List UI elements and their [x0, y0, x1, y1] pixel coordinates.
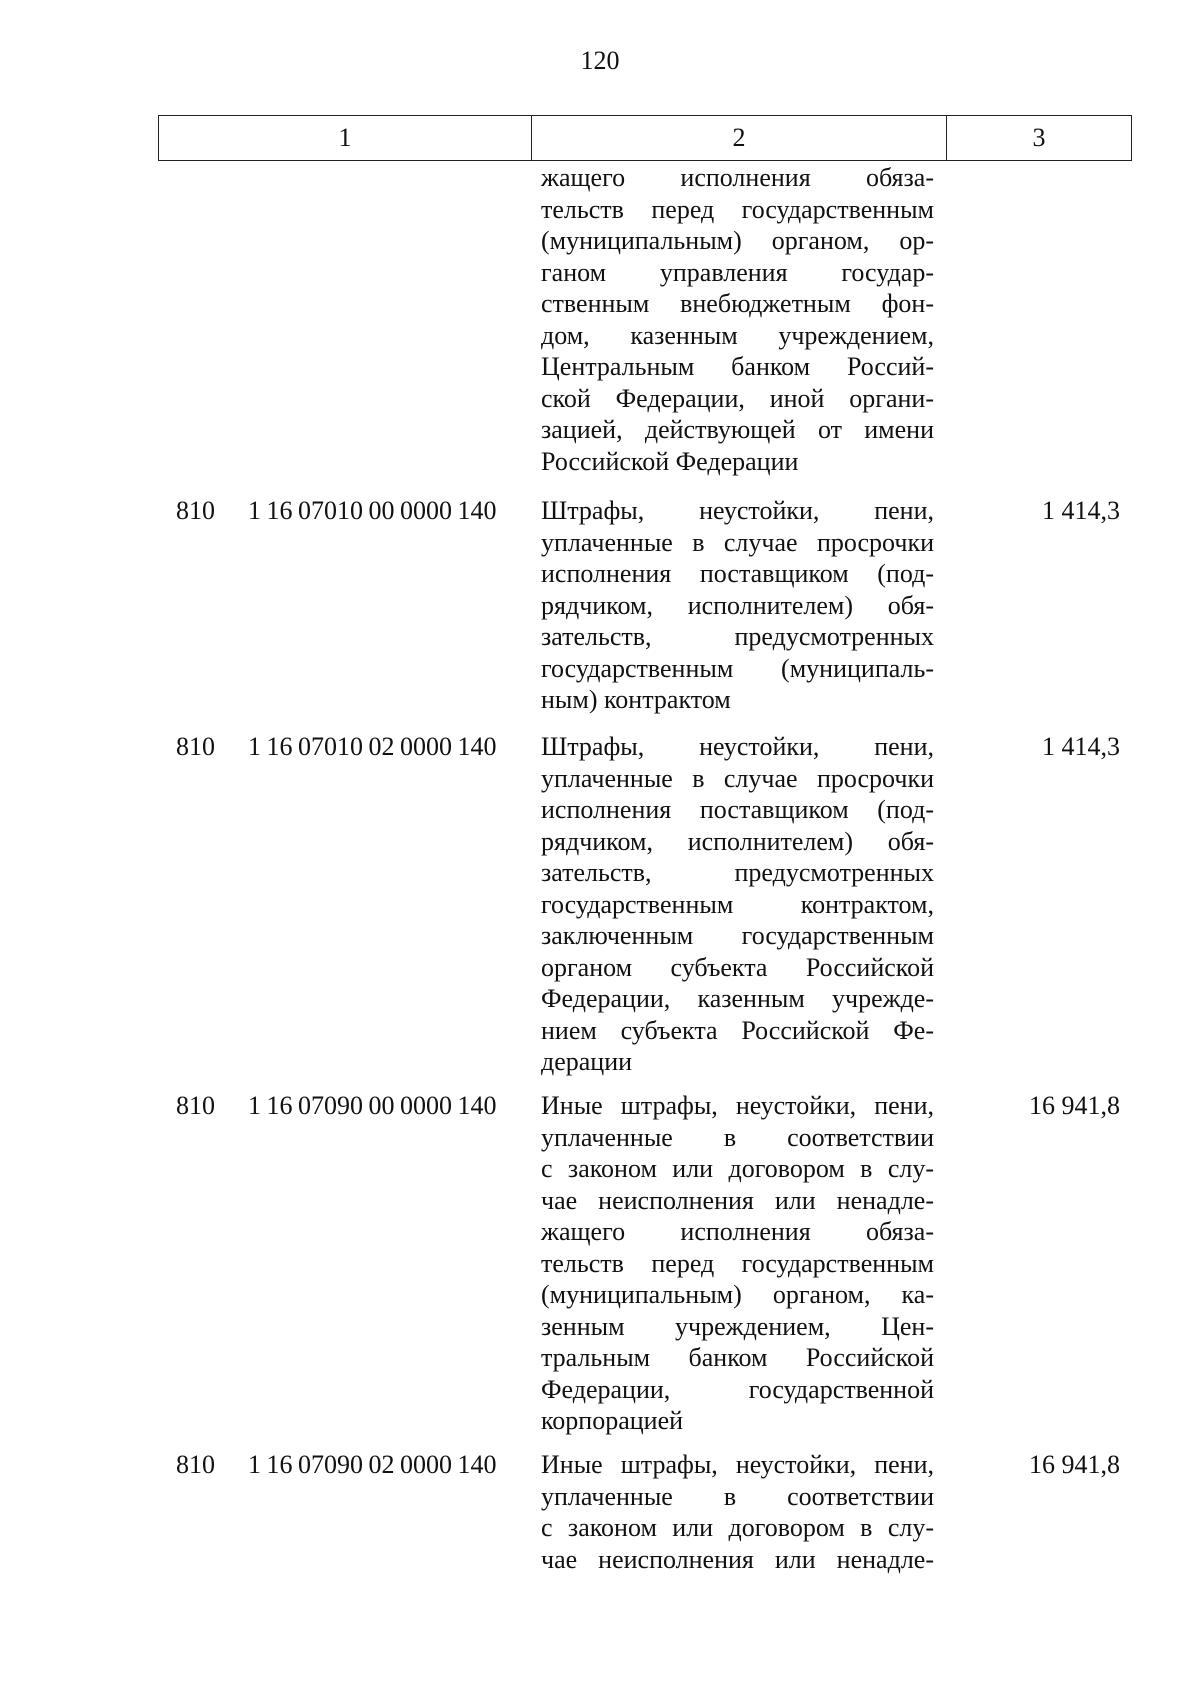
budget-code: 1 16 07010 02 0000 140 — [248, 732, 497, 761]
description-line: (муниципальным) органом, ка- — [541, 1280, 934, 1309]
admin-code: 810 — [176, 496, 215, 525]
description-line: тральным банком Российской — [541, 1343, 934, 1372]
description-line: с законом или договором в слу- — [541, 1154, 934, 1183]
budget-code: 1 16 07010 00 0000 140 — [248, 496, 497, 525]
description-line: чае неисполнения или ненадле- — [541, 1544, 934, 1574]
description — [541, 1449, 934, 1575]
description-line: уплаченные в соответствии — [541, 1122, 934, 1152]
description-line: заключенным государственным — [541, 921, 934, 950]
description — [541, 731, 934, 1078]
continued-description-line: ганом управления государ- — [541, 257, 934, 287]
description-line: дерации — [541, 1047, 633, 1076]
admin-code: 810 — [176, 1450, 215, 1479]
description-line: зательств, предусмотренных — [541, 622, 934, 651]
header-col-3: 3 — [1032, 123, 1046, 152]
description-line: Штрафы, неустойки, пени, — [541, 496, 934, 525]
continued-description — [541, 162, 934, 477]
description — [541, 1090, 934, 1437]
budget-code: 1 16 07090 02 0000 140 — [248, 1450, 497, 1479]
continued-description-line: Центральным банком Россий- — [541, 352, 934, 381]
continued-description-line: ской Федерации, иной органи- — [541, 383, 934, 413]
continued-description-line: ственным внебюджетным фон- — [541, 289, 934, 318]
description-line: уплаченные в соответствии — [541, 1481, 934, 1511]
description-line: государственным контрактом, — [541, 889, 934, 919]
amount: 1 414,3 — [1042, 732, 1120, 761]
table-header — [158, 115, 1132, 161]
description-line: тельств перед государственным — [541, 1248, 934, 1278]
budget-code: 1 16 07090 00 0000 140 — [248, 1091, 497, 1120]
description-line: уплаченные в случае просрочки — [541, 763, 934, 793]
description-line: Штрафы, неустойки, пени, — [541, 732, 934, 761]
description-line: органом субъекта Российской — [541, 952, 934, 982]
description-line: нием субъекта Российской Фе- — [541, 1015, 934, 1045]
description-line: рядчиком, исполнителем) обя- — [541, 826, 934, 856]
continued-description-line: тельств перед государственным — [541, 194, 934, 224]
description-line: Иные штрафы, неустойки, пени, — [541, 1450, 934, 1479]
description-line: уплаченные в случае просрочки — [541, 527, 934, 557]
description-line: Федерации, государственной — [541, 1374, 934, 1404]
amount: 16 941,8 — [1029, 1450, 1120, 1479]
description-line: с законом или договором в слу- — [541, 1513, 934, 1542]
description-line: Иные штрафы, неустойки, пени, — [541, 1091, 934, 1120]
page-number: 120 — [580, 46, 620, 75]
continued-description-line: Российской Федерации — [541, 446, 799, 476]
header-col-1: 1 — [159, 116, 532, 160]
continued-description-line: дом, казенным учреждением, — [541, 320, 934, 350]
description-line: исполнения поставщиком (под- — [541, 795, 934, 824]
description-line: государственным (муниципаль- — [541, 653, 934, 683]
continued-description-line: зацией, действующей от имени — [541, 415, 934, 444]
admin-code: 810 — [176, 1091, 215, 1120]
description-line: ным) контрактом — [541, 685, 731, 714]
admin-code: 810 — [176, 732, 215, 761]
description-line: рядчиком, исполнителем) обя- — [541, 590, 934, 620]
continued-description-line: (муниципальным) органом, ор- — [541, 226, 934, 255]
amount: 16 941,8 — [1029, 1091, 1120, 1120]
description-line: корпорацией — [541, 1406, 684, 1435]
description-line: жащего исполнения обяза- — [541, 1217, 934, 1246]
description-line: зательств, предусмотренных — [541, 858, 934, 887]
description-line: Федерации, казенным учрежде- — [541, 984, 934, 1013]
description — [541, 495, 934, 716]
description-line: исполнения поставщиком (под- — [541, 559, 934, 588]
continued-description-line: жащего исполнения обяза- — [541, 163, 934, 192]
description-line: зенным учреждением, Цен- — [541, 1311, 934, 1341]
header-col-2: 2 — [532, 116, 947, 160]
description-line: чае неисполнения или ненадле- — [541, 1185, 934, 1215]
amount: 1 414,3 — [1042, 496, 1120, 525]
